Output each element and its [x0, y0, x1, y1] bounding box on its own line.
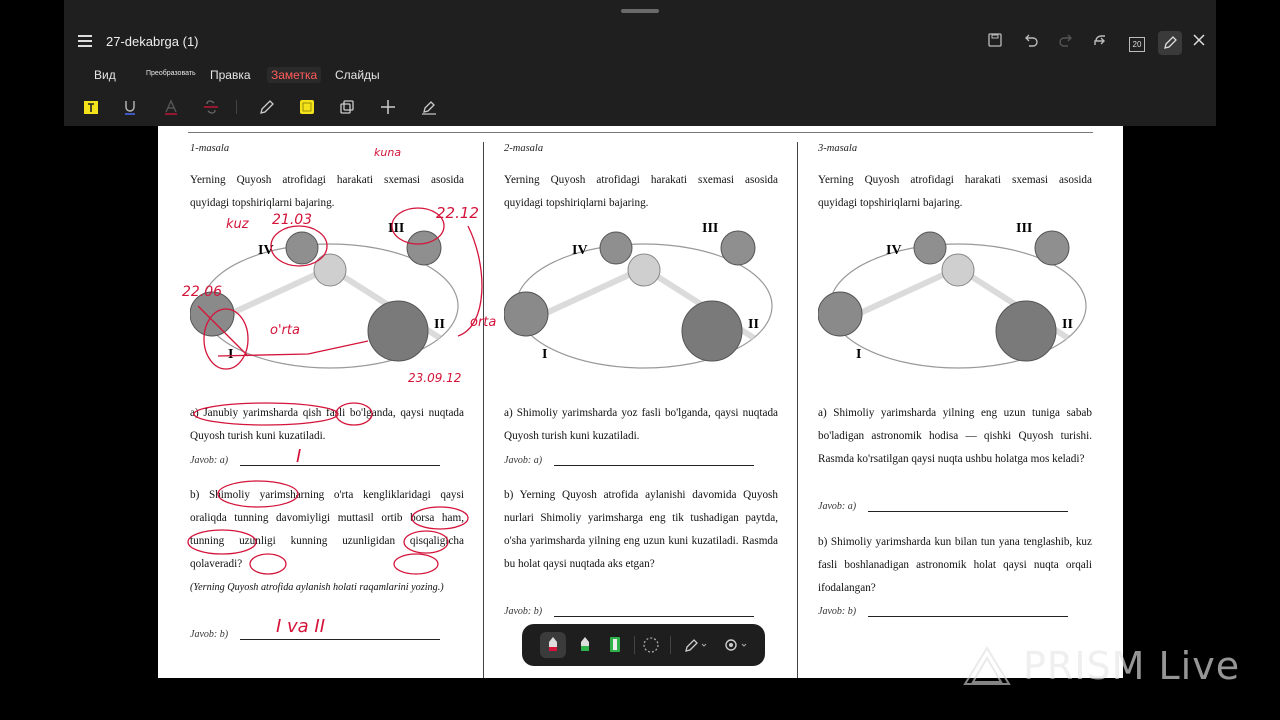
settings-gear-icon[interactable]	[720, 632, 752, 658]
earth-position-3	[1035, 231, 1069, 265]
problem-label: 3-masala	[818, 143, 858, 154]
ink-note-2206: 22.06	[182, 284, 223, 300]
ink-circle-kunning	[250, 554, 286, 574]
ink-circle-qisqaligicha	[394, 554, 438, 574]
page-count-badge: 20	[1129, 37, 1145, 52]
ink-note-i-va-ii: I va II	[276, 616, 326, 637]
position-label-3: III	[1016, 221, 1033, 236]
earth-position-2	[996, 301, 1056, 361]
question-b: b) Shimoliy yarimsharda kun bilan tun yana tenglashib, kuz fasli boshlanadigan astronomik holat qaysi nuqta orqali ifodalangan?	[818, 536, 1092, 594]
signature-icon[interactable]	[420, 98, 438, 116]
menu-slides[interactable]: Слайды	[335, 68, 380, 82]
ink-note-orta-2: orta	[470, 315, 497, 330]
pen-icon[interactable]	[258, 98, 276, 116]
question-a: a) Janubiy yarimsharda qish fasli bo'lganda, qaysi nuqtada Quyosh turish kuni kuzatiladi.	[190, 407, 464, 442]
red-pen-icon[interactable]	[540, 632, 566, 658]
earth-position-2	[682, 301, 742, 361]
toolbar-divider	[634, 636, 635, 654]
menu-view[interactable]: Вид	[94, 68, 116, 82]
text-color-icon[interactable]	[162, 98, 180, 116]
ink-annotations	[158, 126, 498, 678]
ink-circle-shimoliy	[218, 481, 298, 507]
ink-note-i: I	[296, 446, 302, 467]
question-a: a) Shimoliy yarimsharda yoz fasli bo'lganda, qaysi nuqtada Quyosh turish kuni kuzatiladi.	[504, 407, 778, 442]
answer-a-line[interactable]	[868, 511, 1068, 512]
answer-a-label: Javob: a)	[818, 501, 857, 512]
annotation-toolbar	[64, 94, 1216, 122]
answer-b-line[interactable]	[554, 616, 754, 617]
answer-b-label: Javob: b)	[190, 629, 229, 640]
problem-label: 1-masala	[190, 143, 230, 154]
strikethrough-icon[interactable]	[202, 98, 220, 116]
question-b-note: (Yerning Quyosh atrofida aylanish holati raqamlarini yozing.)	[190, 582, 444, 593]
answer-a-line[interactable]	[554, 465, 754, 466]
share-icon[interactable]	[1090, 32, 1112, 54]
shapes-icon[interactable]	[338, 98, 356, 116]
add-icon[interactable]	[379, 98, 397, 116]
highlighter-icon[interactable]	[298, 98, 316, 116]
marker-icon[interactable]	[602, 632, 628, 658]
pen-style-dropdown-icon[interactable]	[680, 632, 712, 658]
answer-a-label: Javob: a)	[190, 455, 229, 466]
green-pen-icon[interactable]	[572, 632, 598, 658]
ink-note-2103: 21.03	[272, 212, 313, 228]
highlight-text-icon[interactable]	[82, 98, 100, 116]
lasso-icon[interactable]	[638, 632, 664, 658]
question-b: b) Shimoliy yarimsharning o'rta kengliklaridagi qaysi oraliqda tunning davomiyligi muttasil ortib borsa ham, tunning uzunligi kunning uzunligidan qisqaligicha qolaveradi?	[190, 489, 464, 570]
toolbar-divider	[236, 100, 237, 114]
ink-circle-tunning	[412, 507, 468, 529]
floating-pen-toolbar	[522, 624, 765, 666]
position-label-2: II	[748, 317, 759, 332]
earth-position-3	[721, 231, 755, 265]
title-bar	[64, 28, 1216, 58]
position-label-2: II	[1062, 317, 1073, 332]
document-title: 27-dekabrga (1)	[106, 34, 199, 49]
position-label-2: II	[434, 317, 445, 332]
answer-b-label: Javob: b)	[818, 606, 857, 617]
problem-intro: Yerning Quyosh atrofidagi harakati sxemasi asosida quyidagi topshiriqlarni bajaring.	[190, 174, 464, 209]
position-label-3: III	[388, 221, 405, 236]
document-page	[158, 126, 1123, 678]
menu-convert[interactable]: Преобразовать	[146, 70, 196, 77]
problem-column-2	[504, 126, 804, 678]
position-label-4: IV	[572, 243, 588, 258]
menu-annotate[interactable]: Заметка	[267, 67, 321, 83]
problem-label: 2-masala	[504, 143, 544, 154]
question-a: a) Shimoliy yarimsharda yilning eng uzun tuniga sabab bo'ladigan astronomik hodisa — qishki Quyosh turishi. Rasmda ko'rsatilgan qaysi nuqta ushbu holatga mos keladi?	[818, 407, 1092, 465]
prism-logo-icon	[963, 646, 1011, 686]
pen-mode-icon[interactable]	[1158, 31, 1182, 55]
sun	[942, 254, 974, 286]
position-label-1: I	[542, 347, 548, 362]
app-chrome	[64, 0, 1216, 126]
ink-note-orta: o'rta	[270, 323, 300, 338]
earth-position-1	[818, 292, 862, 336]
hamburger-menu-icon[interactable]	[78, 35, 92, 47]
earth-position-4	[914, 232, 946, 264]
problem-intro: Yerning Quyosh atrofidagi harakati sxemasi asosida quyidagi topshiriqlarni bajaring.	[504, 174, 778, 209]
ink-note-kuna: kuna	[374, 146, 402, 159]
problem-column-3	[818, 126, 1118, 678]
underline-icon[interactable]	[121, 98, 139, 116]
page-count-icon[interactable]	[1126, 32, 1148, 54]
ink-circle-janubiy	[194, 403, 338, 425]
undo-icon[interactable]	[1020, 32, 1042, 54]
earth-position-4	[600, 232, 632, 264]
orbit-diagram	[504, 218, 784, 378]
close-icon[interactable]	[1188, 32, 1210, 54]
toolbar-divider	[670, 636, 671, 654]
ink-circle-tunning-2	[404, 531, 448, 553]
question-b: b) Yerning Quyosh atrofida aylanishi davomida Quyosh nurlari Shimoliy yarimsharga eng tik tushadigan paytda, o'sha yarimsharda yilning eng uzun kuni kuzatiladi. Rasmda bu holat qaysi nuqtada aks etgan?	[504, 489, 778, 570]
drag-handle[interactable]	[621, 9, 659, 13]
answer-a-label: Javob: a)	[504, 455, 543, 466]
answer-b-label: Javob: b)	[504, 606, 543, 617]
prism-live-watermark	[963, 640, 1243, 690]
ink-circle-qish	[336, 403, 372, 425]
position-label-1: I	[228, 347, 234, 362]
ink-circle-davomiyligi	[188, 530, 256, 554]
orbit-diagram	[818, 218, 1098, 378]
ink-note-kuz: kuz	[226, 217, 249, 232]
menu-edit[interactable]: Правка	[210, 68, 251, 82]
ink-circle-iv	[271, 226, 327, 266]
watermark-text: PRISM Live	[1023, 644, 1241, 688]
position-label-4: IV	[886, 243, 902, 258]
ink-note-23: 23.09.12	[408, 371, 462, 385]
save-icon[interactable]	[984, 32, 1006, 54]
position-label-4: IV	[258, 243, 274, 258]
problem-intro: Yerning Quyosh atrofidagi harakati sxemasi asosida quyidagi topshiriqlarni bajaring.	[818, 174, 1092, 209]
position-label-1: I	[856, 347, 862, 362]
sun	[628, 254, 660, 286]
ink-note-2212: 22.12	[436, 204, 479, 222]
position-label-3: III	[702, 221, 719, 236]
menu-bar	[64, 62, 1216, 88]
redo-icon[interactable]	[1055, 32, 1077, 54]
answer-b-line[interactable]	[868, 616, 1068, 617]
earth-position-1	[504, 292, 548, 336]
